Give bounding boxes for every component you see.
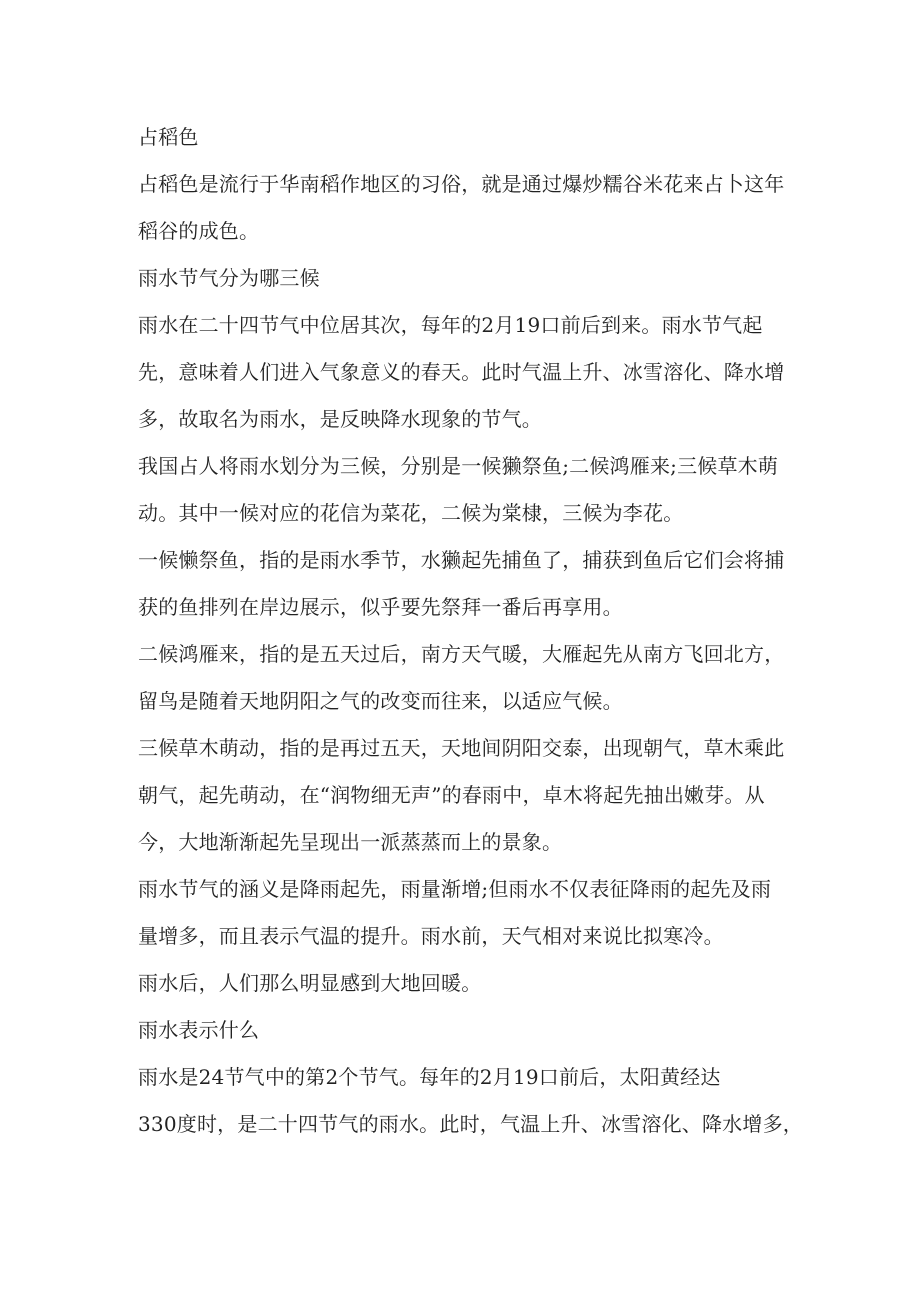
- paragraph-line: 一候懒祭鱼，指的是雨水季节，水獭起先捕鱼了，捕获到鱼后它们会将捕: [138, 548, 785, 572]
- heading-zhan-dao-se: 占稻色: [138, 125, 199, 149]
- paragraph-line: 今，大地渐渐起先呈现出一派蒸蒸而上的景象。: [138, 830, 563, 854]
- document-body: [138, 114, 803, 1148]
- paragraph-line: 二候鸿雁来，指的是五天过后，南方天气暖，大雁起先从南方飞回北方，: [138, 642, 785, 666]
- paragraph-line: 占稻色是流行于华南稻作地区的习俗，就是通过爆炒糯谷米花来占卜这年: [138, 172, 785, 196]
- heading-yushui-meaning: 雨水表示什么: [138, 1018, 260, 1042]
- paragraph-line: 获的鱼排列在岸边展示，似乎要先祭拜一番后再享用。: [138, 595, 623, 619]
- paragraph-line: 雨水在二十四节气中位居其次，每年的2月19口前后到来。雨水节气起: [138, 313, 763, 337]
- paragraph-line: 雨水后，人们那么明显感到大地回暖。: [138, 971, 482, 995]
- paragraph-line: 留鸟是随着天地阴阳之气的改变而往来，以适应气候。: [138, 689, 623, 713]
- paragraph-line: 我国占人将雨水划分为三候，分别是一候獭祭鱼;二候鸿雁来;三候草木萌: [138, 454, 779, 478]
- paragraph-line: 量增多，而且表示气温的提升。雨水前，天气相对来说比拟寒冷。: [138, 924, 724, 948]
- paragraph-line: 330度时，是二十四节气的雨水。此时，气温上升、冰雪溶化、降水增多，: [138, 1112, 803, 1136]
- paragraph-line: 朝气，起先萌动，在“润物细无声”的春雨中，卓木将起先抽出嫩芽。从: [138, 783, 765, 807]
- paragraph-line: 三候草木萌动，指的是再过五天，天地间阴阳交泰，出现朝气，草木乘此: [138, 736, 785, 760]
- paragraph-line: 雨水是24节气中的第2个节气。每年的2月19口前后，太阳黄经达: [138, 1065, 721, 1089]
- heading-yushui-three-hou: 雨水节气分为哪三候: [138, 266, 320, 290]
- paragraph-line: 先，意味着人们进入气象意义的春天。此时气温上升、冰雪溶化、降水增: [138, 360, 785, 384]
- paragraph-line: 稻谷的成色。: [138, 219, 260, 243]
- paragraph-line: 动。其中一候对应的花信为菜花，二候为棠棣，三候为李花。: [138, 501, 684, 525]
- paragraph-line: 雨水节气的涵义是降雨起先，雨量渐增;但雨水不仅表征降雨的起先及雨: [138, 877, 772, 901]
- paragraph-line: 多，故取名为雨水，是反映降水现象的节气。: [138, 407, 542, 431]
